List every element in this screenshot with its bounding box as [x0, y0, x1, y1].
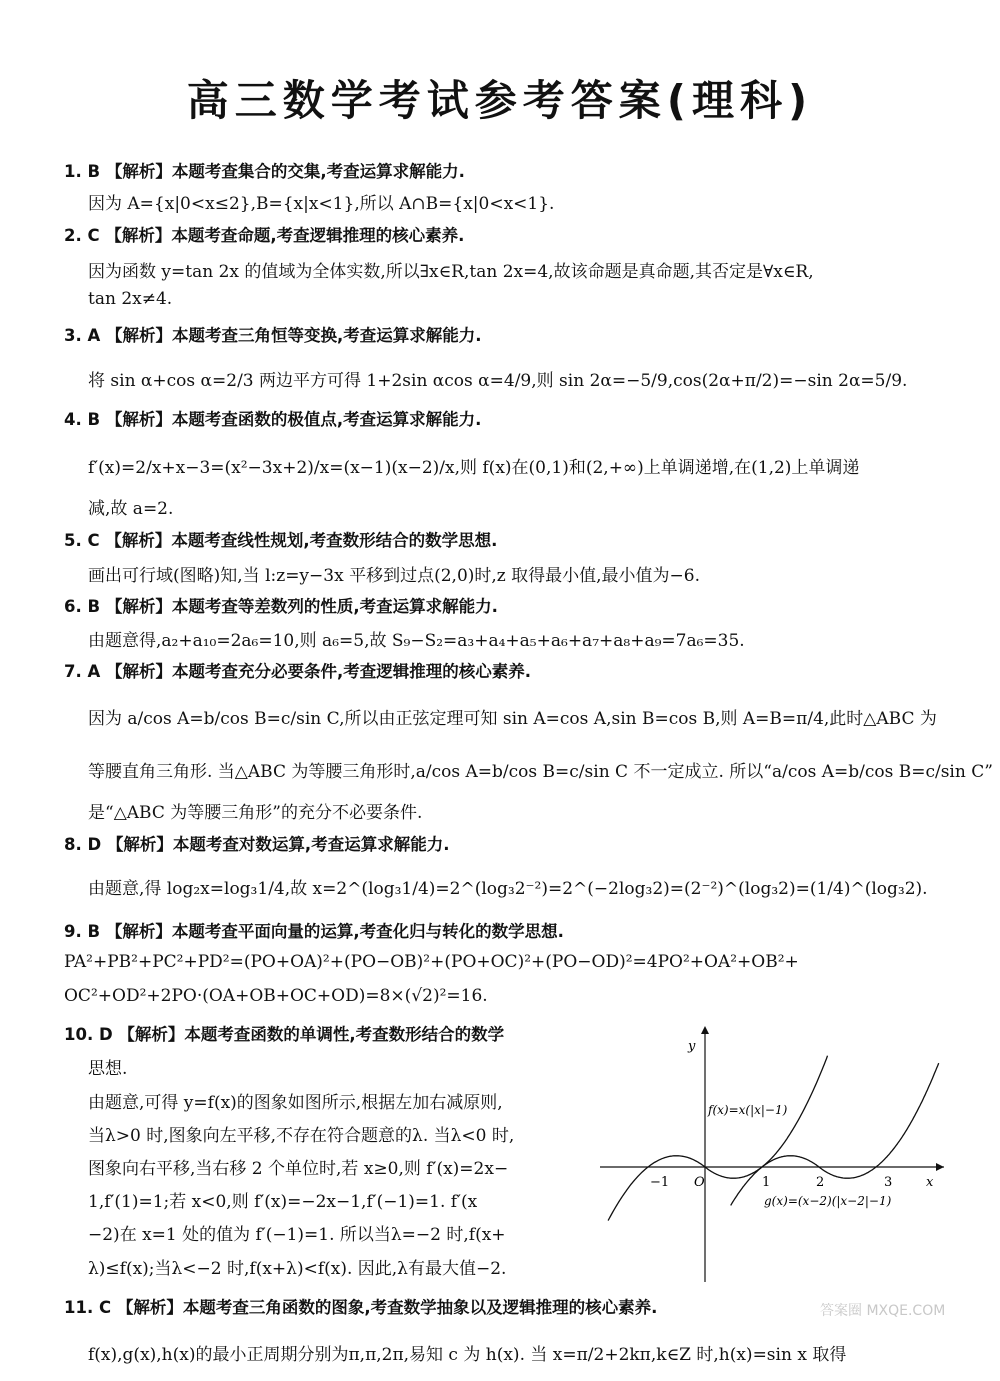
- q10-heading: 10. D 【解析】本题考查函数的单调性,考查数形结合的数学: [64, 1025, 505, 1044]
- q1-heading: 1. B 【解析】本题考查集合的交集,考查运算求解能力.: [64, 162, 465, 181]
- tick-label-2: 2: [816, 1175, 825, 1190]
- watermark-logo: 答案圈 MXQE.COM: [820, 1303, 946, 1319]
- f-label: f(x)=x(|x|−1): [708, 1103, 788, 1117]
- q7-solution-line1: 因为 a/cos A=b/cos B=c/sin C,所以由正弦定理可知 sin A=cos A,sin B=cos B,则 A=B=π/4,此时△ABC 为: [88, 709, 937, 729]
- q7-solution-line2: 等腰直角三角形. 当△ABC 为等腰三角形时,a/cos A=b/cos B=c/sin C 不一定成立. 所以“a/cos A=b/cos B=c/sin C”: [88, 762, 993, 782]
- q4-solution-line1: f′(x)=2/x+x−3=(x²−3x+2)/x=(x−1)(x−2)/x,则 f(x)在(0,1)和(2,+∞)上单调递增,在(1,2)上单调递: [88, 458, 860, 478]
- q3-solution: 将 sin α+cos α=2/3 两边平方可得 1+2sin αcos α=4/9,则 sin 2α=−5/9,cos(2α+π/2)=−sin 2α=5/9.: [88, 371, 908, 391]
- q10-solution-line6: −2)在 x=1 处的值为 f′(−1)=1. 所以当λ=−2 时,f(x+: [88, 1225, 506, 1245]
- q11-solution: f(x),g(x),h(x)的最小正周期分别为π,π,2π,易知 c 为 h(x). 当 x=π/2+2kπ,k∈Z 时,h(x)=sin x 取得: [88, 1345, 847, 1365]
- q10-solution-line3: 当λ>0 时,图象向左平移,不存在符合题意的λ. 当λ<0 时,: [88, 1126, 515, 1146]
- q4-heading: 4. B 【解析】本题考查函数的极值点,考查运算求解能力.: [64, 410, 482, 429]
- q2-solution-line1: 因为函数 y=tan 2x 的值域为全体实数,所以∃x∈R,tan 2x=4,故该命题是真命题,其否定是∀x∈R,: [88, 262, 814, 282]
- q10-solution-line7: λ)≤f(x);当λ<−2 时,f(x+λ)<f(x). 因此,λ有最大值−2.: [88, 1259, 507, 1279]
- q8-solution: 由题意,得 log₂x=log₃1/4,故 x=2^(log₃1/4)=2^(log₃2⁻²)=2^(−2log₃2)=(2⁻²)^(log₃2)=(1/4)^(log₃2).: [88, 879, 928, 899]
- q9-heading: 9. B 【解析】本题考查平面向量的运算,考查化归与转化的数学思想.: [64, 922, 564, 941]
- q3-heading: 3. A 【解析】本题考查三角恒等变换,考查运算求解能力.: [64, 326, 482, 345]
- q9-solution-line1: PA²+PB²+PC²+PD²=(PO+OA)²+(PO−OB)²+(PO+OC)²+(PO−OD)²=4PO²+OA²+OB²+: [64, 952, 799, 972]
- q4-solution-line2: 减,故 a=2.: [88, 499, 174, 519]
- q7-heading: 7. A 【解析】本题考查充分必要条件,考查逻辑推理的核心素养.: [64, 662, 532, 681]
- q6-heading: 6. B 【解析】本题考查等差数列的性质,考查运算求解能力.: [64, 597, 498, 616]
- tick-label-3: 3: [884, 1175, 893, 1190]
- y-axis-arrow-icon: [701, 1026, 709, 1034]
- q2-solution-line2: tan 2x≠4.: [88, 289, 173, 309]
- origin-label: O: [694, 1175, 705, 1190]
- q10-solution-line5: 1,f′(1)=1;若 x<0,则 f′(x)=−2x−1,f′(−1)=1. f′(x: [88, 1192, 478, 1212]
- y-axis-label: y: [688, 1039, 696, 1054]
- q6-solution: 由题意得,a₂+a₁₀=2a₆=10,则 a₆=5,故 S₉−S₂=a₃+a₄+a₅+a₆+a₇+a₈+a₉=7a₆=35.: [88, 631, 745, 651]
- tick-label-1: 1: [762, 1175, 771, 1190]
- function-graph: [600, 1022, 950, 1284]
- page-title: 高三数学考试参考答案(理科): [186, 76, 814, 125]
- q11-heading: 11. C 【解析】本题考查三角函数的图象,考查数学抽象以及逻辑推理的核心素养.: [64, 1298, 658, 1317]
- tick-label-neg1: −1: [650, 1175, 670, 1190]
- q10-solution-line2: 由题意,可得 y=f(x)的图象如图所示,根据左加右减原则,: [88, 1093, 503, 1113]
- q5-heading: 5. C 【解析】本题考查线性规划,考查数形结合的数学思想.: [64, 531, 498, 550]
- q9-solution-line2: OC²+OD²+2PO·(OA+OB+OC+OD)=8×(√2)²=16.: [64, 986, 488, 1006]
- q10-solution-line4: 图象向右平移,当右移 2 个单位时,若 x≥0,则 f′(x)=2x−: [88, 1159, 509, 1179]
- q1-solution: 因为 A={x|0<x≤2},B={x|x<1},所以 A∩B={x|0<x<1}.: [88, 194, 555, 214]
- x-axis-arrow-icon: [936, 1163, 944, 1171]
- q5-solution: 画出可行域(图略)知,当 l:z=y−3x 平移到过点(2,0)时,z 取得最小值,最小值为−6.: [88, 566, 701, 586]
- x-axis-label: x: [926, 1175, 934, 1190]
- q10-solution-line1: 思想.: [88, 1059, 128, 1079]
- q7-solution-line3: 是“△ABC 为等腰三角形”的充分不必要条件.: [88, 803, 423, 823]
- q8-heading: 8. D 【解析】本题考查对数运算,考查运算求解能力.: [64, 835, 450, 854]
- g-label: g(x)=(x−2)(|x−2|−1): [764, 1194, 892, 1208]
- q2-heading: 2. C 【解析】本题考查命题,考查逻辑推理的核心素养.: [64, 226, 465, 245]
